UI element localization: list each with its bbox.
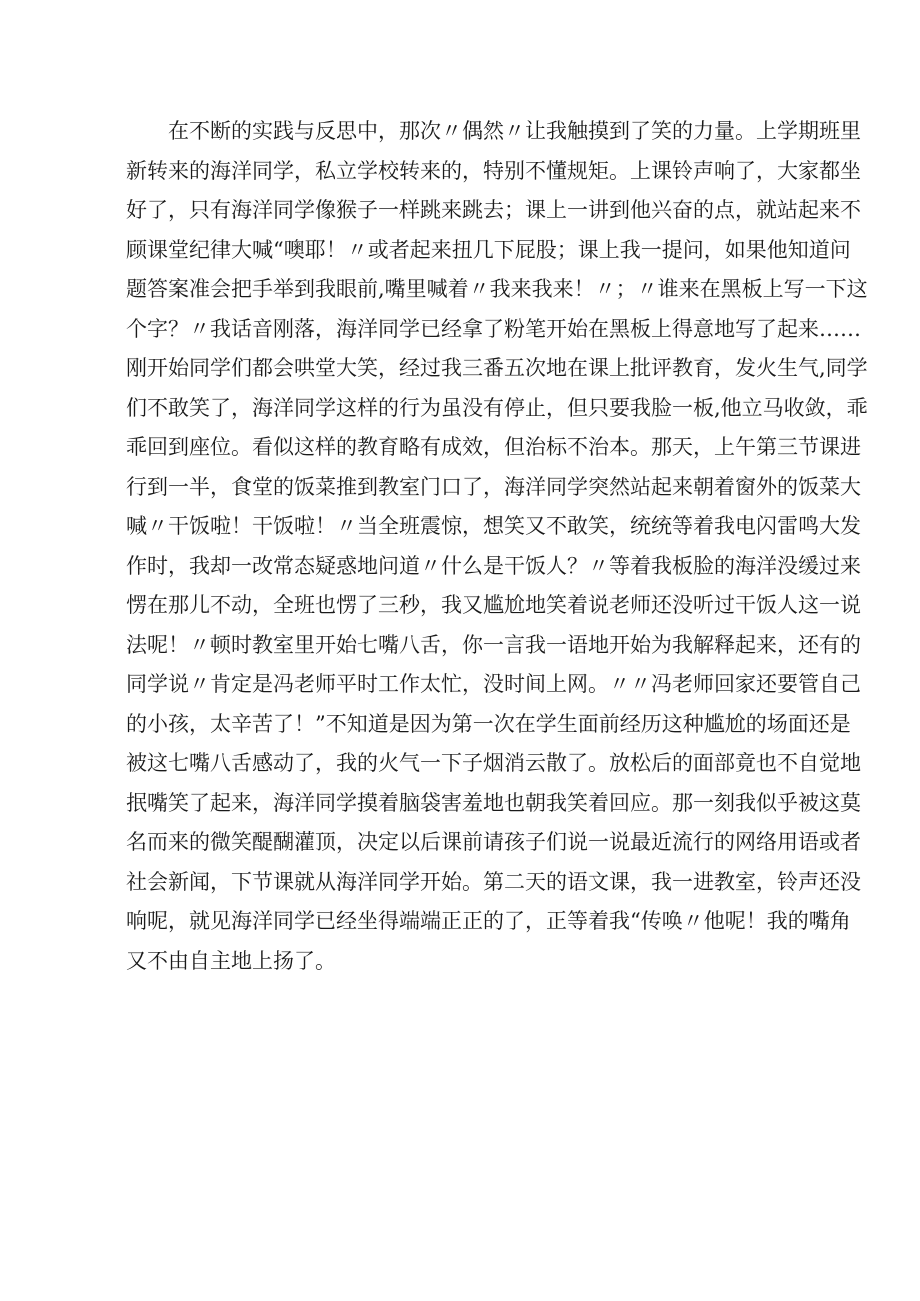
paragraph-line-14: 法呢！〃顿时教室里开始七嘴八舌，你一言我一语地开始为我解释起来，还有的 [126,632,861,657]
paragraph-line-22: 又不由自主地上扬了。 [126,948,336,973]
paragraph-line-5: 题答案准会把手举到我眼前,嘴里喊着〃我来我来！〃；〃谁来在黑板上写一下这 [126,277,868,301]
paragraph-line-19: 名而来的微笑醍醐灌顶，决定以后课前请孩子们说一说最近流行的网络用语或者 [126,830,861,854]
paragraph-line-2: 新转来的海洋同学，私立学校转来的，特别不懂规矩。上课铃声响了，大家都坐 [126,158,861,183]
paragraph-line-21: 响呢，就见海洋同学已经坐得端端正正的了，正等着我“传唤〃他呢！我的嘴角 [126,909,851,933]
paragraph-line-7: 刚开始同学们都会哄堂大笑，经过我三番五次地在课上批评教育，发火生气,同学 [126,356,868,380]
paragraph-line-13: 愣在那儿不动，全班也愣了三秒，我又尴尬地笑着说老师还没听过干饭人这一说 [126,593,861,617]
paragraph-line-17: 被这七嘴八舌感动了，我的火气一下子烟消云散了。放松后的面部竟也不自觉地 [126,751,861,775]
paragraph-line-18: 抿嘴笑了起来，海洋同学摸着脑袋害羞地也朝我笑着回应。那一刻我似乎被这莫 [126,790,861,815]
paragraph-line-11: 喊〃干饭啦！干饭啦！〃当全班震惊，想笑又不敢笑，统统等着我电闪雷鸣大发 [126,514,861,538]
paragraph-line-15: 同学说〃肯定是冯老师平时工作太忙，没时间上网。〃〃冯老师回家还要管自己 [126,672,861,696]
body-paragraph [126,112,868,981]
paragraph-line-3: 好了，只有海洋同学像猴子一样跳来跳去；课上一讲到他兴奋的点，就站起来不 [126,198,861,222]
paragraph-line-6: 个字？〃我话音刚落，海洋同学已经拿了粉笔开始在黑板上得意地写了起来…… [126,316,861,341]
paragraph-line-8: 们不敢笑了，海洋同学这样的行为虽没有停止，但只要我脸一板,他立马收敛，乖 [126,395,868,420]
paragraph-line-1: 在不断的实践与反思中，那次〃偶然〃让我触摸到了笑的力量。上学期班里 [126,119,861,143]
paragraph-line-16: 的小孩，太辛苦了！”不知道是因为第一次在学生面前经历这种尴尬的场面还是 [126,711,851,736]
paragraph-line-12: 作时，我却一改常态疑惑地问道〃什么是干饭人？〃等着我板脸的海洋没缓过来 [126,553,861,578]
paragraph-line-20: 社会新闻，下节课就从海洋同学开始。第二天的语文课，我一进教室，铃声还没 [126,869,861,894]
paragraph-line-10: 行到一半，食堂的饭菜推到教室门口了，海洋同学突然站起来朝着窗外的饭菜大 [126,474,861,499]
paragraph-line-9: 乖回到座位。看似这样的教育略有成效，但治标不治本。那天，上午第三节课进 [126,435,861,459]
paragraph-line-4: 顾课堂纪律大喊“噢耶！〃或者起来扭几下屁股；课上我一提问，如果他知道问 [126,237,851,262]
